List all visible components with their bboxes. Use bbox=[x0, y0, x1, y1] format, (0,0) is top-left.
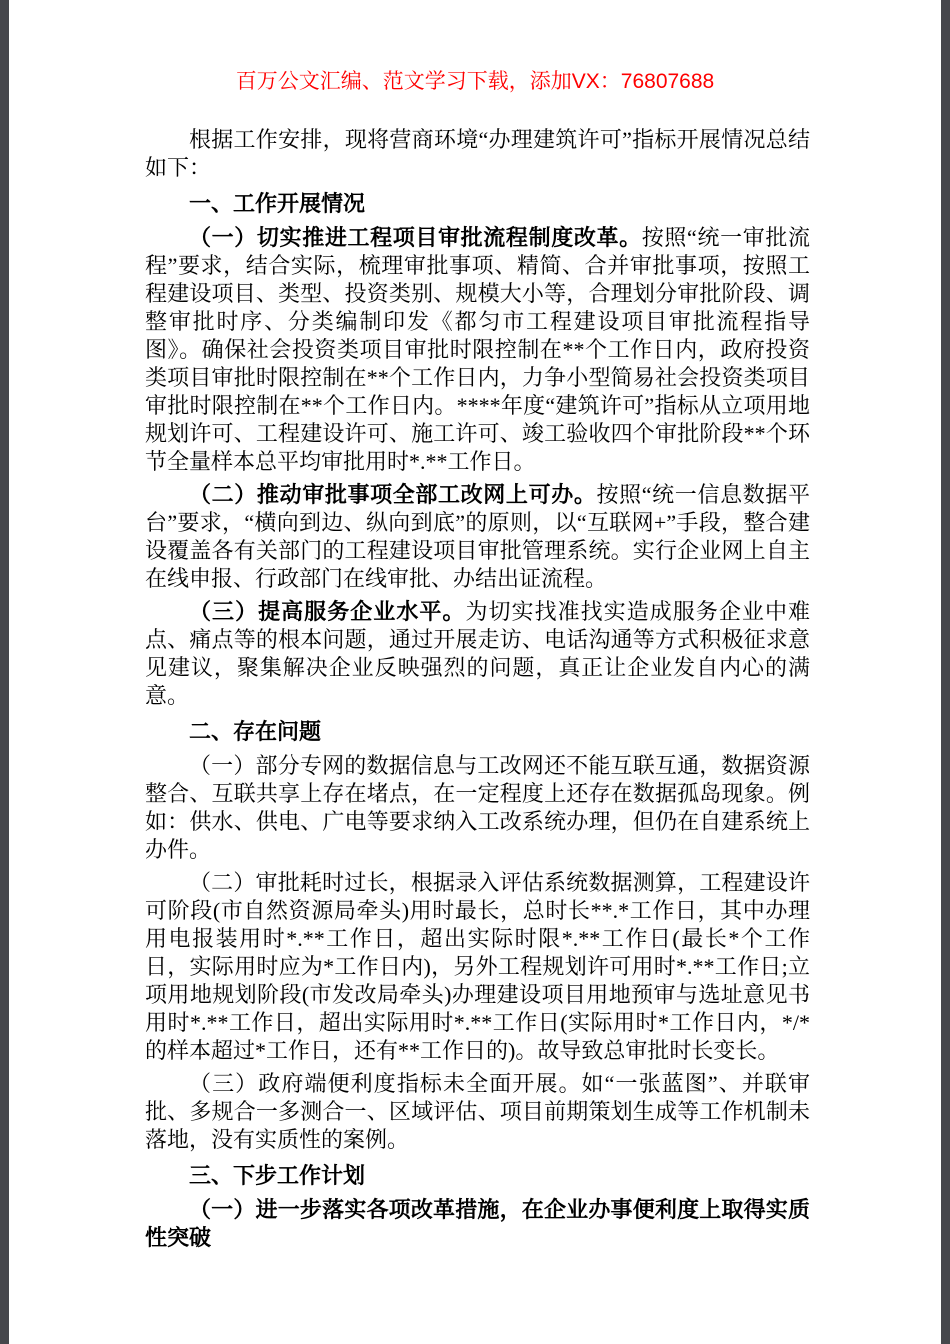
paragraph-2-1: （一）部分专网的数据信息与工改网还不能互联互通，数据资源整合、互联共享上存在堵点，在一定程度上还存在数据孤岛现象。例如：供水、供电、广电等要求纳入工改系统办理，但仍在自建系统上办件。 bbox=[145, 753, 810, 862]
document-content bbox=[9, 126, 941, 1252]
viewer-right-edge bbox=[941, 0, 950, 1344]
paragraph-1-1 bbox=[145, 224, 810, 476]
watermark-banner bbox=[9, 70, 941, 94]
heading-section-3: 三、下步工作计划 bbox=[189, 1163, 366, 1188]
paragraph-2-2: （二）审批耗时过长，根据录入评估系统数据测算，工程建设许可阶段(市自然资源局牵头)用时最长，总时长**.*工作日，其中办理用电报装用时*.**工作日，超出实际时限*.**工作日(最长*个工作日，实际用时应为*工作日内)，另外工程规划许可用时*.**工作日;立项用地规划阶段(市发改局牵头)办理建设项目用地预审与选址意见书用时*.**工作日，超出实际用时*.**工作日(实际用时*工作日内，*/*的样本超过*工作日，还有**工作日的)。故导致总审批时长变长。 bbox=[145, 870, 810, 1063]
intro-paragraph: 根据工作安排，现将营商环境“办理建筑许可”指标开展情况总结如下： bbox=[145, 127, 810, 180]
viewer-left-edge bbox=[0, 0, 9, 1344]
paragraph-1-1-body: 按照“统一审批流程”要求，结合实际，梳理审批事项、精简、合并审批事项，按照工程建设项目、类型、投资类别、规模大小等，合理划分审批阶段、调整审批时序、分类编制印发《都匀市工程建设项目审批流程指导图》。确保社会投资类项目审批时限控制在**个工作日内，政府投资类项目审批时限控制在**个工作日内，力争小型简易社会投资类项目审批时限控制在**个工作日内。****年度“建筑许可”指标从立项用地规划许可、工程建设许可、施工许可、竣工验收四个审批阶段**个环节全量样本总平均审批用时*.**工作日。 bbox=[145, 225, 810, 474]
heading-section-1: 一、工作开展情况 bbox=[189, 191, 366, 216]
paragraph-1-3-body: 为切实找准找实造成服务企业中难点、痛点等的根本问题，通过开展走访、电话沟通等方式积极征求意见建议，聚集解决企业反映强烈的问题，真正让企业发自内心的满意。 bbox=[145, 599, 810, 708]
paragraph-1-3 bbox=[145, 598, 810, 710]
paragraph-1-2-lead: （二）推动审批事项全部工改网上可办。 bbox=[189, 482, 597, 507]
document-page bbox=[9, 0, 941, 1344]
paragraph-2-3: （三）政府端便利度指标未全面开展。如“一张蓝图”、并联审批、多规合一多测合一、区域评估、项目前期策划生成等工作机制未落地，没有实质性的案例。 bbox=[145, 1071, 811, 1152]
paragraph-1-2-body: 按照“统一信息数据平台”要求，“横向到边、纵向到底”的原则，以“互联网+”手段，整合建设覆盖各有关部门的工程建设项目审批管理系统。实行企业网上自主在线申报、行政部门在线审批、办结出证流程。 bbox=[145, 482, 810, 591]
paragraph-3-1: （一）进一步落实各项改革措施，在企业办事便利度上取得实质性突破 bbox=[145, 1197, 810, 1250]
paragraph-1-2 bbox=[145, 481, 810, 593]
paragraph-1-1-lead: （一）切实推进工程项目审批流程制度改革。 bbox=[189, 225, 642, 250]
watermark-text: 百万公文汇编、范文学习下载，添加VX：76807688 bbox=[235, 70, 715, 93]
paragraph-1-3-lead: （三）提高服务企业水平。 bbox=[189, 599, 466, 624]
heading-section-2: 二、存在问题 bbox=[189, 719, 322, 744]
